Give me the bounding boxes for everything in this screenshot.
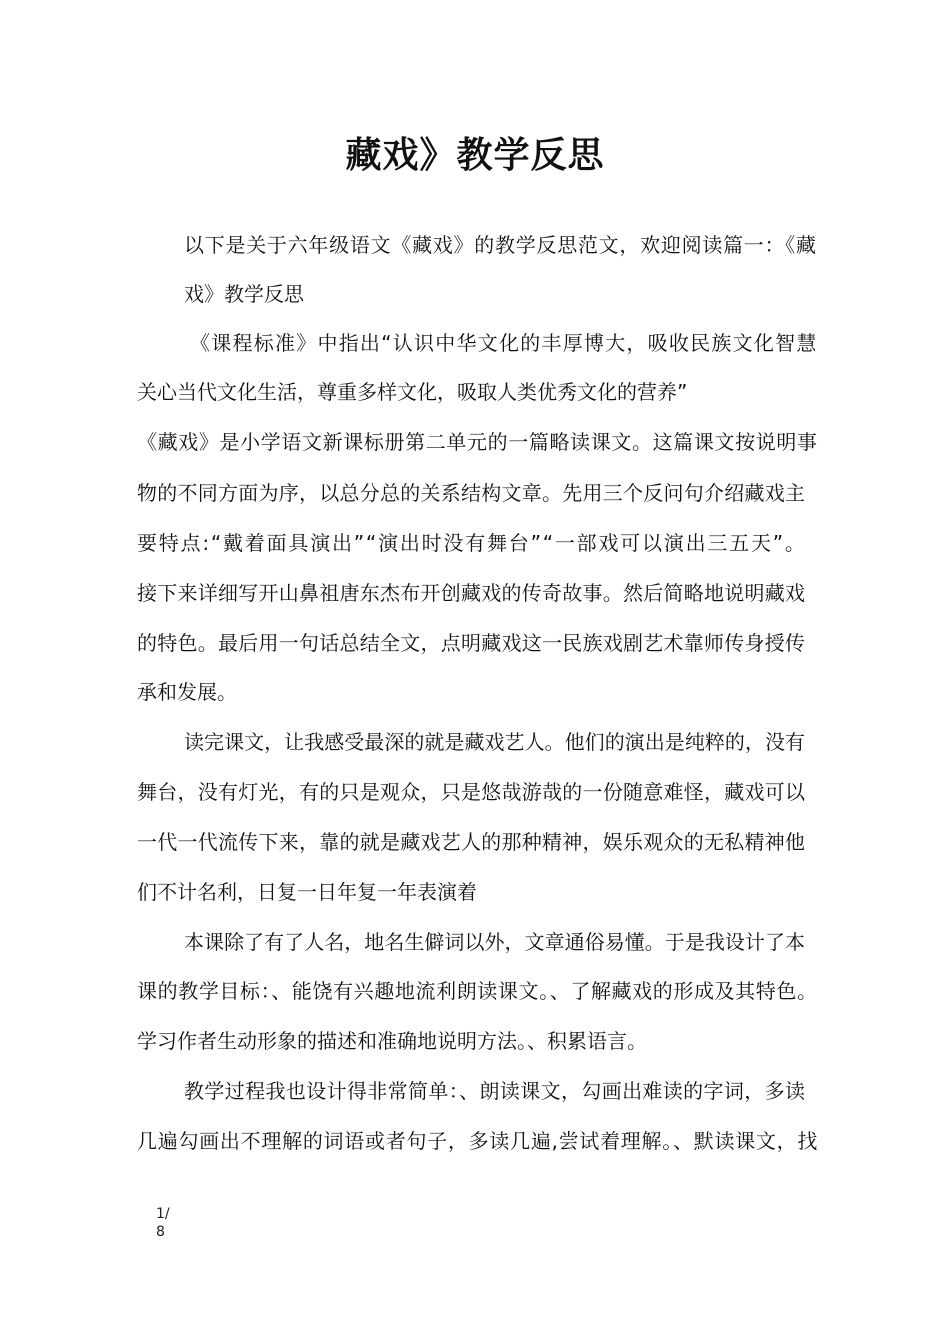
text-line: 一代一代流传下来，靠的就是藏戏艺人的那种精神，娱乐观众的无私精神他	[137, 830, 806, 854]
text-line: 读完课文，让我感受最深的就是藏戏艺人。他们的演出是纯粹的，没有	[184, 730, 806, 754]
page-number-current: 1/	[156, 1206, 170, 1222]
text-line: 《藏戏》是小学语文新课标册第二单元的一篇略读课文。这篇课文按说明事	[137, 430, 818, 454]
text-line: 关心当代文化生活，尊重多样文化，吸取人类优秀文化的营养”	[137, 380, 688, 404]
text-line: 物的不同方面为序，以总分总的关系结构文章。先用三个反问句介绍藏戏主	[137, 481, 806, 505]
text-line: 要特点:“戴着面具演出”“演出时没有舞台”“一部戏可以演出三五天”。	[137, 531, 807, 555]
text-line: 课的教学目标：、能饶有兴趣地流利朗读课文。、了解藏戏的形成及其特色。	[137, 979, 818, 1003]
text-line: 的特色。最后用一句话总结全文，点明藏戏这一民族戏剧艺术靠师传身授传	[137, 631, 806, 655]
text-line: 教学过程我也设计得非常简单：、朗读课文，勾画出难读的字词，多读	[184, 1079, 806, 1103]
text-line: 《课程标准》中指出“认识中华文化的丰厚博大，吸收民族文化智慧	[190, 331, 818, 355]
text-line: 几遍勾画出不理解的词语或者句子，多读几遍,尝试着理解。、默读课文，找	[137, 1129, 819, 1153]
text-line: 舞台，没有灯光，有的只是观众，只是悠哉游哉的一份随意难怪，藏戏可以	[137, 780, 806, 804]
document-title: 藏戏》教学反思	[345, 135, 605, 176]
text-line: 戏》教学反思	[184, 282, 304, 306]
text-line: 本课除了有了人名，地名生僻词以外，文章通俗易懂。于是我设计了本	[184, 930, 806, 954]
text-line: 学习作者生动形象的描述和准确地说明方法。、积累语言。	[137, 1029, 647, 1053]
page-number-total: 8	[156, 1224, 165, 1240]
text-line: 以下是关于六年级语文《藏戏》的教学反思范文，欢迎阅读篇一：《藏	[184, 233, 817, 257]
text-line: 承和发展。	[137, 680, 237, 704]
text-line: 们不计名利，日复一日年复一年表演着	[137, 880, 477, 904]
text-line: 接下来详细写开山鼻祖唐东杰布开创藏戏的传奇故事。然后简略地说明藏戏	[137, 581, 806, 605]
